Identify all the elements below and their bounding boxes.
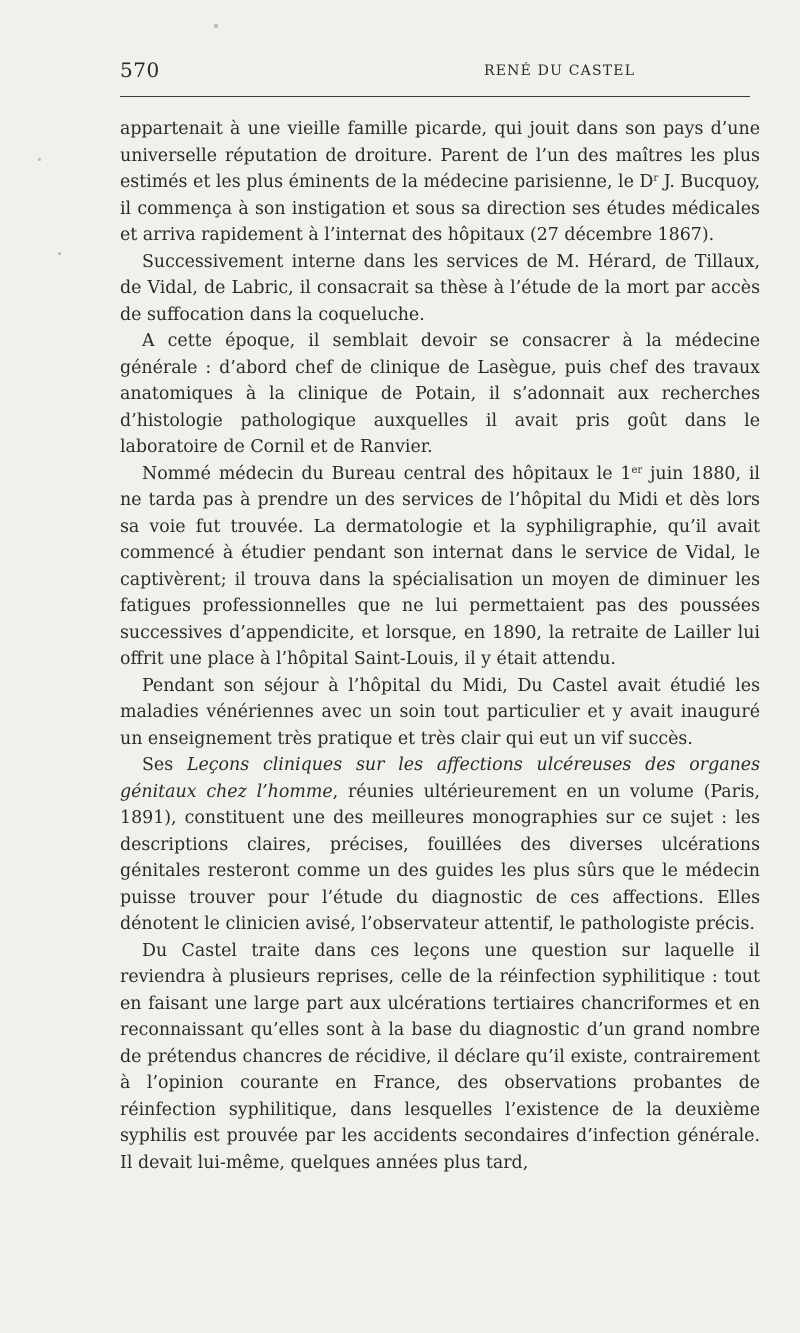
paper-speck — [38, 158, 41, 161]
paragraph — [120, 673, 760, 753]
paragraph-text: Du Castel traite dans ces leçons une question sur laquelle il reviendra à plusieurs reprises, celle de la réinfection syphilitique : tout en faisant une large part aux ulcérations tertiaires chancriformes et en reconnaissant qu’elles sont à la base du diagnostic d’un grand nombre de prétendus chancres de récidive, il déclare qu’il existe, contrairement à l’opinion courante en France, des observations probantes de réinfection syphilitique, dans lesquelles l’existence de la deuxième syphilis est prouvée par les accidents secondaires d’infection générale. Il devait lui-même, quelques années plus tard, — [120, 940, 760, 1173]
paragraph-text: Pendant son séjour à l’hôpital du Midi, Du Castel avait étudié les maladies vénériennes avec un soin tout particulier et y avait inauguré un enseignement très pratique et très clair qui eut un vif succès. — [120, 675, 760, 749]
header-rule — [120, 96, 750, 97]
paragraph — [120, 938, 760, 1177]
paragraph-text: A cette époque, il semblait devoir se consacrer à la médecine générale : d’abord chef de clinique de Lasègue, puis chef des travaux anatomiques à la clinique de Potain, il s’adonnait aux recherches d’histologie pathologique auxquelles il avait pris goût dans le laboratoire de Cornil et de Ranvier. — [120, 331, 760, 457]
paragraph-text: Nommé médecin du Bureau central des hôpitaux le 1 — [142, 463, 632, 484]
paragraph — [120, 752, 760, 938]
paragraph — [120, 249, 760, 329]
paragraph — [120, 461, 760, 673]
running-head: RENÉ DU CASTEL — [484, 63, 636, 79]
superscript: er — [631, 464, 643, 476]
paragraph-text: Ses — [142, 755, 187, 775]
paragraph-text: , réunies ultérieurement en un volume (Paris, 1891), constituent une des meilleures monographies sur ce sujet : les descriptions claires, précises, fouillées des diverses ulcérations génitales resteront comme un des guides les plus sûrs que le médecin puisse trouver pour l’étude du diagnostic de ces affections. Elles dénotent le clinicien avisé, l’observateur attentif, le pathologiste précis. — [120, 781, 760, 934]
superscript: r — [653, 173, 659, 184]
paragraph — [120, 116, 760, 249]
paragraph — [120, 328, 760, 461]
paragraph-text: J. Bucquoy, il commença à son instigation et sous sa direction ses études médicales et arriva rapidement à l’internat des hôpitaux (27 décembre 1867). — [120, 172, 760, 245]
body-text — [120, 116, 760, 1176]
paragraph-text: appartenait à une vieille famille picarde, qui jouit dans son pays d’une universelle réputation de droiture. Parent de l’un des maîtres les plus estimés et les plus éminents de la médecine parisienne, le D — [120, 119, 760, 192]
paper-speck — [58, 252, 61, 255]
page-header — [120, 58, 750, 88]
paper-speck — [214, 24, 218, 28]
paragraph-text: Successivement interne dans les services de M. Hérard, de Tillaux, de Vidal, de Labric, il consacrait sa thèse à l’étude de la mort par accès de suffocation dans la coqueluche. — [120, 251, 760, 325]
page-number: 570 — [120, 58, 160, 82]
book-title: Leçons cliniques sur les affections ulcéreuses des organes génitaux chez l’homme — [120, 755, 760, 802]
paragraph-text: juin 1880, il ne tarda pas à prendre un des services de l’hôpital du Midi et dès lors sa voie fut trouvée. La dermatologie et la syphiligraphie, qu’il avait commencé à étudier pendant son internat dans le service de Vidal, le captivèrent; il trouva dans la spécialisation un moyen de diminuer les fatigues professionnelles que ne lui permettaient pas des poussées successives d’appendicite, et lorsque, en 1890, la retraite de Lailler lui offrit une place à l’hôpital Saint-Louis, il y était attendu. — [120, 463, 760, 669]
